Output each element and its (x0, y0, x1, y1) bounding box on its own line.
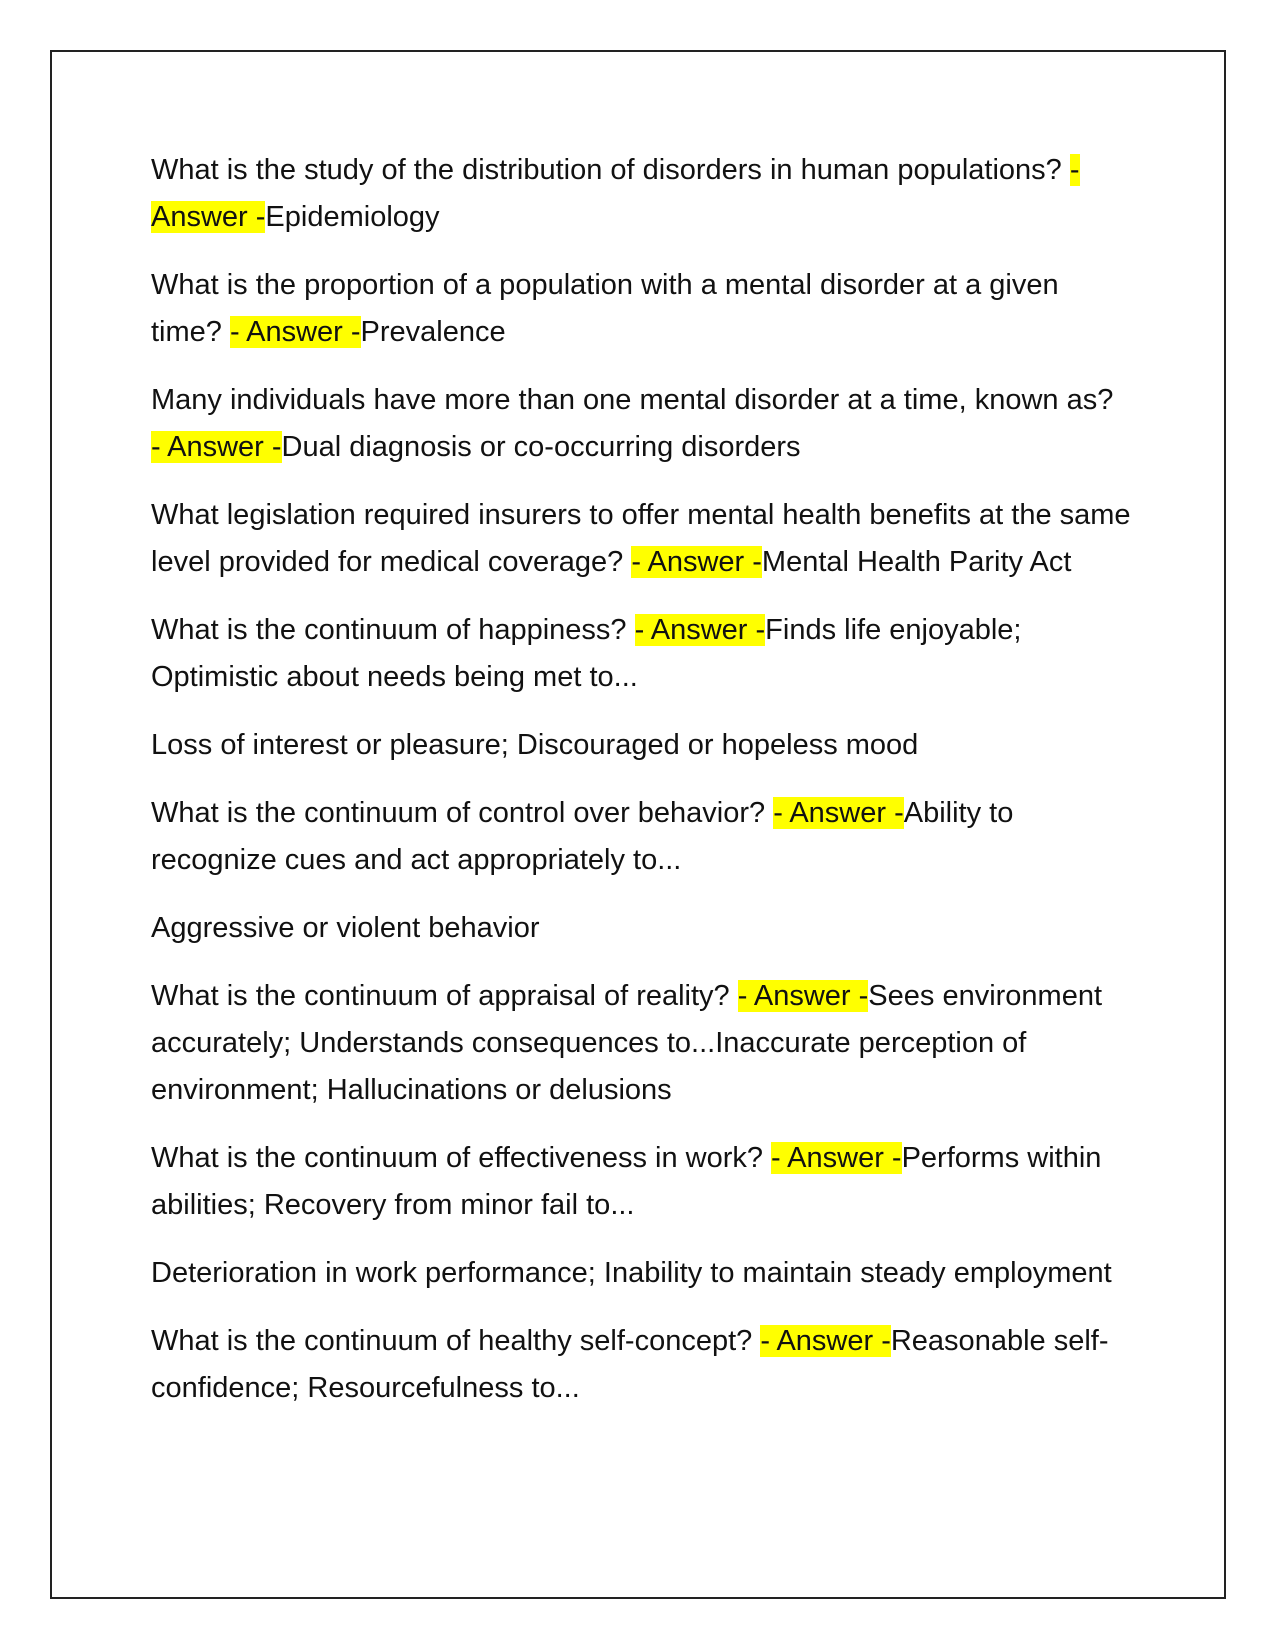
question-text: What is the continuum of healthy self-concept? (151, 1325, 761, 1357)
answer-marker: - Answer - (771, 1142, 902, 1174)
answer-text: Prevalence (360, 316, 506, 348)
answer-text: Ability to recognize cues and act appropriately to... (151, 797, 1014, 876)
question-text: Many individuals have more than one mental disorder at a time, known as? (151, 384, 1114, 416)
document-body (151, 147, 1131, 1433)
answer-marker: - Answer - (631, 546, 762, 578)
qa-item (151, 147, 1131, 241)
continuation-text: Loss of interest or pleasure; Discouraged or hopeless mood (151, 729, 919, 761)
question-text: What is the continuum of effectiveness in work? (151, 1142, 772, 1174)
answer-marker: - Answer - (760, 1325, 891, 1357)
answer-text: Finds life enjoyable; Optimistic about needs being met to... (151, 614, 1022, 693)
qa-item (151, 262, 1131, 356)
answer-text: Performs within abilities; Recovery from minor fail to... (151, 1142, 1102, 1221)
answer-marker: - Answer - (229, 316, 361, 348)
continuation-text: Aggressive or violent behavior (151, 912, 540, 944)
question-text: What is the continuum of appraisal of reality? (151, 980, 738, 1012)
answer-marker: - Answer - (634, 614, 766, 646)
answer-text: Dual diagnosis or co-occurring disorders (281, 431, 801, 463)
qa-item (151, 377, 1131, 471)
answer-marker: - Answer - (773, 797, 904, 829)
qa-item (151, 973, 1131, 1114)
question-text: What is the continuum of control over behavior? (151, 797, 774, 829)
qa-item (151, 790, 1131, 884)
qa-item (151, 1135, 1131, 1229)
question-text: What legislation required insurers to offer mental health benefits at the same level provided for medical coverage? (151, 499, 1131, 578)
answer-text: Reasonable self-confidence; Resourcefulness to... (151, 1325, 1109, 1404)
question-text: What is the proportion of a population with a mental disorder at a given time? (151, 269, 1059, 348)
answer-text: Epidemiology (265, 201, 440, 233)
question-text: What is the continuum of happiness? (151, 614, 635, 646)
qa-item (151, 1318, 1131, 1412)
answer-marker: - Answer - (151, 154, 1080, 233)
answer-marker: - Answer - (737, 980, 869, 1012)
qa-item (151, 492, 1131, 586)
qa-item (151, 607, 1131, 701)
answer-text: Mental Health Parity Act (761, 546, 1072, 578)
answer-text: Sees environment accurately; Understands consequences to...Inaccurate perception of environment; Hallucinations or delusions (151, 980, 1103, 1106)
continuation-text: Deterioration in work performance; Inability to maintain steady employment (151, 1257, 1112, 1289)
answer-marker: - Answer - (151, 431, 282, 463)
question-text: What is the study of the distribution of disorders in human populations? (151, 154, 1070, 186)
